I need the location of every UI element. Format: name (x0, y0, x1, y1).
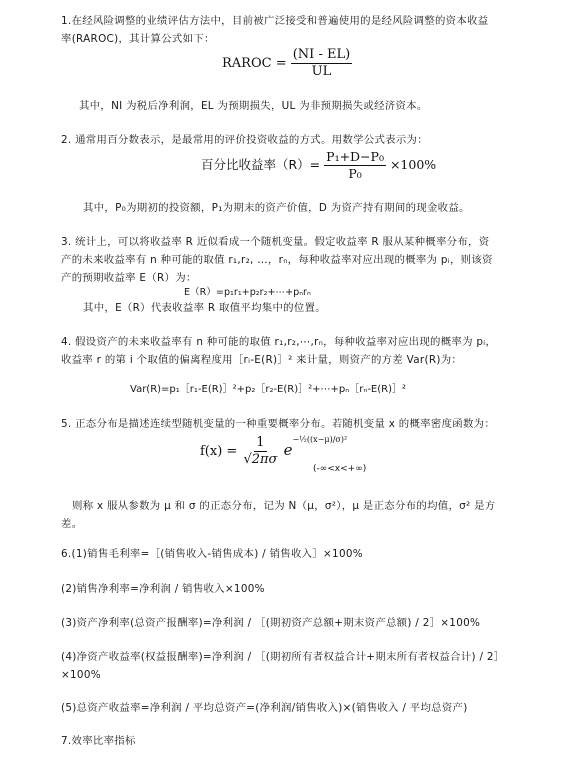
s6-item4-line1: (4)净资产收益率(权益报酬率)=净利润 / ［(期初所有者权益合计+期末所有者权益合计) / 2］ (61, 651, 505, 663)
raroc-numerator: (NI - EL) (292, 47, 351, 62)
density-fraction (241, 436, 279, 467)
s5-note1: 则称 x 服从参数为 μ 和 σ 的正态分布，记为 N（μ，σ²），μ 是正态分布的均值，σ² 是方 (72, 500, 496, 512)
return-rate-tail: ×100% (389, 157, 437, 172)
s4-line2: 收益率 r 的第 i 个取值的偏离程度用［rᵢ-E(R)］² 来计量，则资产的方差 Var(R)为： (61, 354, 463, 366)
return-rate-denominator: P₀ (348, 166, 362, 181)
s5-note2: 差。 (61, 518, 83, 530)
s1-note: 其中，NI 为税后净利润，EL 为预期损失，UL 为非预期损失或经济资本。 (79, 100, 428, 112)
raroc-fraction (291, 48, 352, 79)
s4-line1: 4. 假设资产的未来收益率有 n 种可能的取值 r₁,r₂,⋯,rₙ，每种收益率对应出现的概率为 pᵢ， (61, 336, 497, 348)
s7-heading: 7.效率比率指标 (61, 735, 136, 747)
s6-item2: (2)销售净利率=净利润 / 销售收入×100% (61, 583, 265, 595)
s6-item3: (3)资产净利率(总资产报酬率)=净利润 / ［(期初资产总额+期末资产总额) / 2］×100% (61, 617, 481, 629)
return-rate-lhs: 百分比收益率（R）= (201, 157, 321, 172)
expected-return-formula: E（R）=p₁r₁+p₂r₂+⋯+pₙrₙ (184, 287, 311, 298)
raroc-lhs: RAROC = (222, 56, 287, 71)
s3-line3: 产的预期收益率 E（R）为： (61, 272, 197, 284)
s2-note: 其中，P₀为期初的投资额，P₁为期末的资产价值，D 为资产持有期间的现金收益。 (83, 202, 470, 214)
s6-item5: (5)总资产收益率=净利润 / 平均总资产=(净利润/销售收入)×(销售收入 / 平均总资产) (61, 702, 468, 714)
density-exponent: −½((x−μ)/σ)² (292, 434, 348, 444)
density-e: e (283, 441, 293, 459)
density-range: (-∞<x<+∞) (313, 464, 367, 474)
density-denominator: √2πσ (243, 452, 278, 467)
return-rate-numerator: P₁+D−P₀ (326, 149, 384, 164)
s5-line1: 5. 正态分布是描述连续型随机变量的一种重要概率分布。若随机变量 x 的概率密度函数为： (61, 418, 496, 430)
raroc-denominator: UL (311, 64, 332, 79)
return-rate-formula (201, 150, 436, 181)
s6-item4-line2: ×100% (61, 669, 101, 681)
s3-note: 其中，E（R）代表收益率 R 取值平均集中的位置。 (83, 302, 326, 314)
density-numerator: 1 (256, 435, 265, 450)
s3-line1: 3. 统计上，可以将收益率 R 近似看成一个随机变量。假定收益率 R 服从某种概率分布，资 (61, 236, 490, 248)
density-lhs: f(x) = (200, 444, 238, 459)
s2-line1: 2. 通常用百分数表示，是最常用的评价投资收益的方式。用数学公式表示为： (61, 134, 428, 146)
raroc-formula (222, 48, 352, 79)
s1-line2: 率(RAROC)，其计算公式如下： (61, 33, 215, 45)
s1-line1: 1.在经风险调整的业绩评估方法中，目前被广泛接受和普遍使用的是经风险调整的资本收益 (61, 15, 489, 27)
s6-item1: 6.(1)销售毛利率=［(销售收入-销售成本) / 销售收入］×100% (61, 548, 363, 560)
variance-formula: Var(R)=p₁［r₁-E(R)］²+p₂［r₂-E(R)］²+⋯+pₙ［rₙ-E(R)］² (130, 384, 407, 395)
s3-line2: 产的未来收益率有 n 种可能的取值 r₁,r₂, …，rₙ，每种收益率对应出现的概率为 pᵢ，则该资 (61, 254, 493, 266)
return-rate-fraction (324, 150, 386, 181)
